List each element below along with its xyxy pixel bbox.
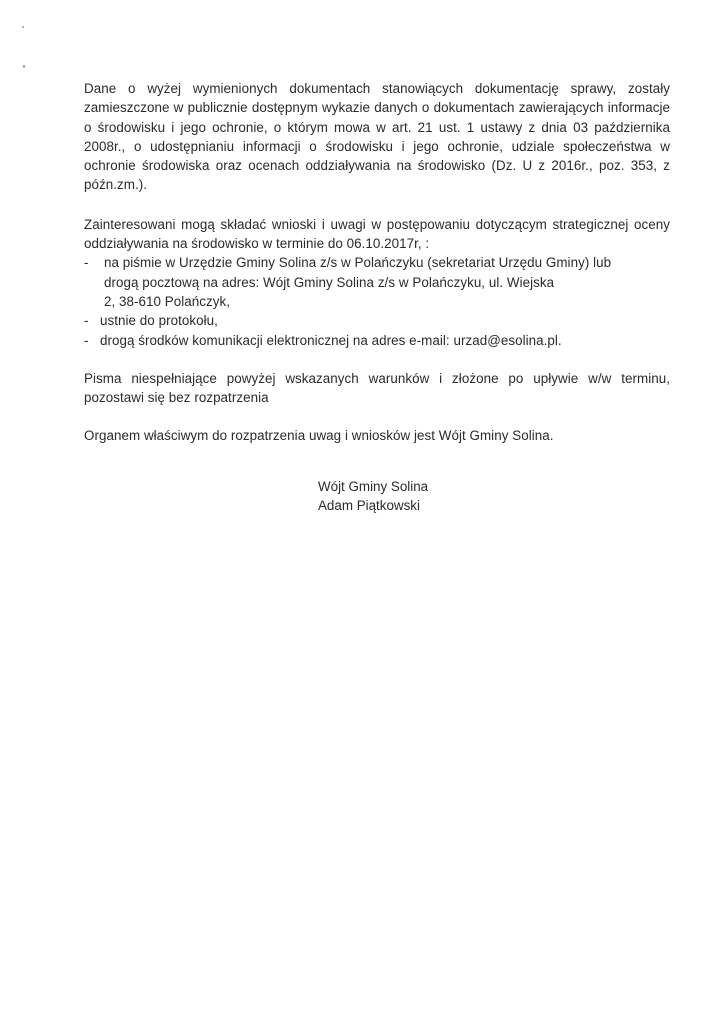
- list-item-electronic: [84, 331, 670, 350]
- list-dash: -: [84, 313, 89, 329]
- scan-speck: [23, 65, 25, 68]
- paragraph-competent-authority: Organem właściwym do rozpatrzenia uwag i wniosków jest Wójt Gminy Solina.: [84, 428, 554, 444]
- scan-speck: [22, 26, 24, 28]
- paragraph-submission-intro: Zainteresowani mogą składać wnioski i uwagi w postępowaniu dotyczącym strategicznej oceny oddziaływania na środowisko w terminie do 06.10.2017r, :: [84, 216, 670, 252]
- list-item-line: 2, 38-610 Polańczyk,: [104, 293, 231, 309]
- signature-title: Wójt Gminy Solina: [318, 479, 429, 494]
- signature-block: [318, 477, 518, 515]
- paragraph-publication-info: Dane o wyżej wymienionych dokumentach stanowiących dokumentację sprawy, zostały zamieszczone w publicznie dostępnym wykazie danych o dokumentach zawierających informacje o środowisku i jego ochronie, o którym mowa w art. 21 ust. 1 ustawy z dnia 03 października 2008r., o udostępnianiu informacji o środowisku i jego ochronie, udziale społeczeństwa w ochronie środowiska oraz ocenach oddziaływania na środowisko (Dz. U z 2016r., poz. 353, z późn.zm.).: [84, 81, 670, 193]
- list-dash: -: [84, 255, 89, 271]
- list-dash: -: [84, 332, 89, 348]
- list-item-line: drogą pocztową na adres: Wójt Gminy Solina z/s w Polańczyku, ul. Wiejska: [104, 274, 555, 290]
- paragraph-rejection-note: Pisma niespełniające powyżej wskazanych warunków i złożone po upływie w/w terminu, pozostawi się bez rozpatrzenia: [84, 370, 670, 406]
- list-item-text: drogą środków komunikacji elektronicznej na adres e-mail: urzad@esolina.pl.: [100, 332, 562, 348]
- list-item-line: na piśmie w Urzędzie Gminy Solina z/s w Polańczyku (sekretariat Urzędu Gminy) lub: [104, 255, 612, 271]
- list-item-oral: [84, 311, 670, 330]
- signature-name: Adam Piątkowski: [318, 498, 420, 513]
- document-body: [84, 79, 670, 446]
- submission-methods-list: [84, 253, 670, 349]
- list-item-in-writing: [84, 253, 670, 311]
- list-item-text: ustnie do protokołu,: [100, 313, 218, 329]
